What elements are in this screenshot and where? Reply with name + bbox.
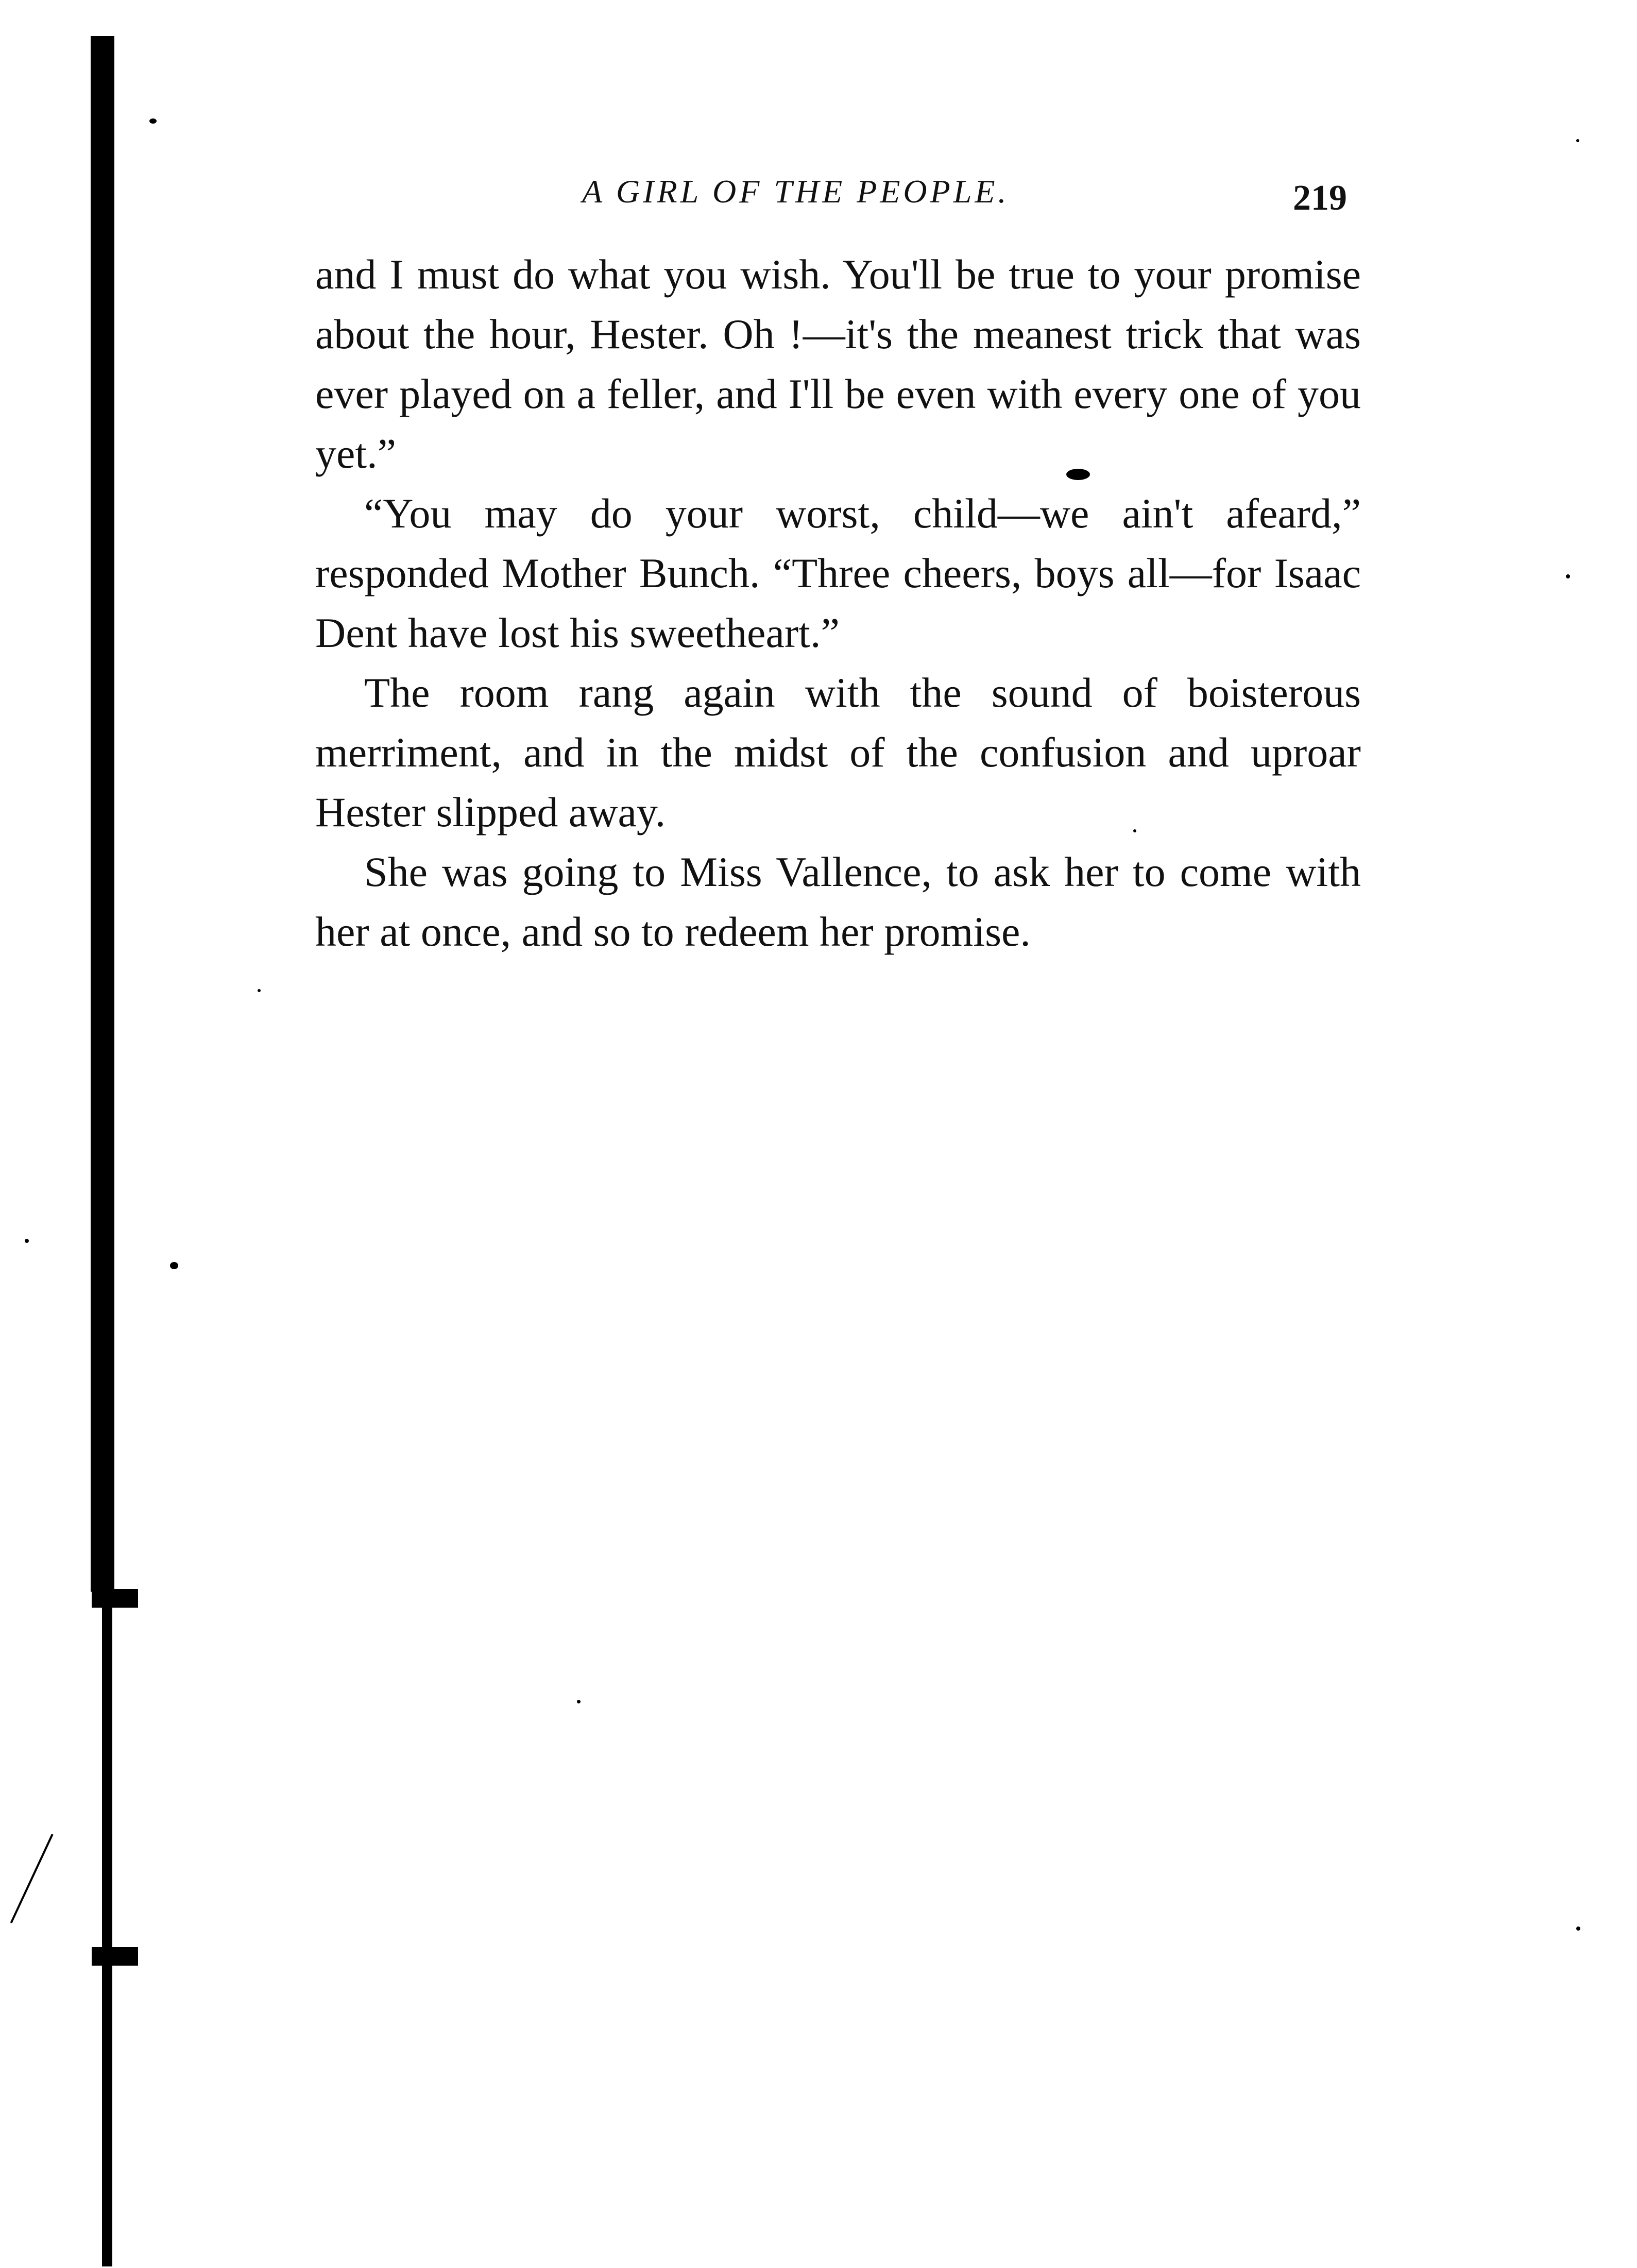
binding-spine [91,36,114,1592]
paragraph: The room rang again with the sound of boisterous merriment, and in the midst of the confusion and uproar Hester slipped away. [315,669,1361,835]
body-text [315,245,1361,962]
running-title: A GIRL OF THE PEOPLE. [582,173,1010,210]
paragraph: and I must do what you wish. You'll be true to your promise about the hour, Hester. Oh !—it's the meanest trick that was ever played on a feller, and I'll be even with every one of you yet.” [315,251,1361,477]
page-number: 219 [1293,178,1347,218]
binding-knot [92,1589,138,1608]
scan-scratch [10,1834,54,1923]
paragraph: She was going to Miss Vallence, to ask her to come with her at once, and so to redeem her promise. [315,848,1361,955]
binding-knot [92,1947,138,1966]
binding-thread [102,1587,112,2266]
paragraph: “You may do your worst, child—we ain't afeard,” responded Mother Bunch. “Three cheers, boys all—for Isaac Dent have lost his sweetheart.” [315,490,1361,656]
